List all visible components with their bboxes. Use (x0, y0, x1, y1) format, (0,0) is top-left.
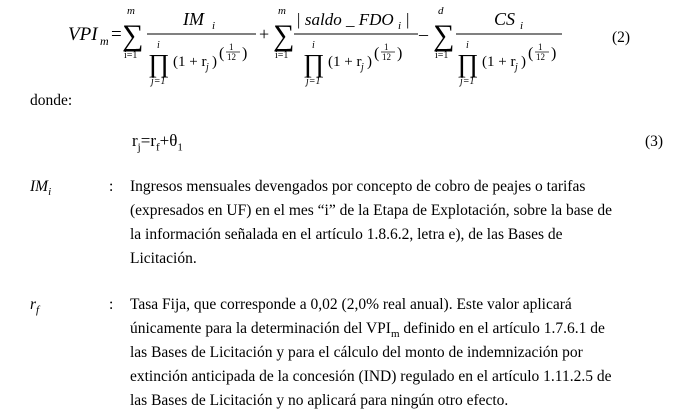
sum-2-top: m (278, 5, 286, 17)
def-imi-line-3: la información señalada en el artículo 1.8.6.2, letra e), de las Bases de (130, 226, 563, 243)
definition-text-rf (130, 293, 672, 413)
den-3-base: (1 + r (482, 54, 516, 70)
def-rf-line-2-part-a: únicamente para la determinación del $VPI_m$ definido en el artículo 1.7.6.1 de (130, 320, 605, 341)
def-imi-line-2: (expresados en UF) en el mes “i” de la Etapa de Explotación, sobre la base de (130, 202, 613, 219)
formula-rj (132, 130, 183, 152)
exp-3-num: 1 (538, 42, 543, 52)
prod-1-top: i (157, 40, 160, 51)
definition-term-rf (30, 293, 39, 317)
rj-subscript: j (137, 141, 141, 154)
prod-1-symbol: ∏ (148, 49, 170, 78)
exp-1-num: 1 (229, 42, 234, 52)
def-imi-line-4: Licitación. (130, 250, 197, 267)
den-1-base: (1 + r (173, 54, 207, 70)
den-2-sub: j (361, 62, 364, 73)
donde-label: donde: (30, 92, 73, 109)
prod-2-top: i (312, 40, 315, 51)
exp-3-open: ( (528, 45, 534, 62)
def-rf-line-3: las Bases de Licitación y para el cálculo del monto de indemnización por (130, 344, 583, 361)
exp-3-den: 12 (536, 52, 545, 62)
prod-3-top: i (466, 40, 469, 51)
den-2-base: (1 + r (328, 54, 362, 70)
sum-1-top: m (127, 5, 135, 17)
def-rf-line-2 (130, 317, 672, 341)
sum-3-symbol: ∑ (433, 19, 455, 52)
exp-2-close: ) (397, 45, 403, 62)
equals-sign: = (111, 24, 122, 45)
term-1-num-sub: i (212, 20, 216, 32)
exp-2-num: 1 (384, 42, 389, 52)
plus-theta: +θ (159, 131, 178, 150)
minus-sign: – (419, 24, 428, 44)
sum-1-bottom: i=1 (124, 50, 138, 61)
exp-1-open: ( (219, 45, 225, 62)
term-im: IM (30, 178, 49, 195)
plus-sign: + (259, 24, 270, 44)
formula-vpi (0, 0, 700, 90)
den-1-sub: j (206, 62, 209, 73)
exp-2-den: 12 (382, 52, 391, 62)
vpi-subscript: m (100, 34, 109, 48)
definition-term-imi (30, 175, 51, 199)
den-3-sub: j (515, 62, 518, 73)
term-r: r (30, 296, 37, 313)
term-2-num-sub: i (398, 20, 402, 32)
sum-3-bottom: i=1 (435, 50, 449, 61)
sum-1-symbol: ∑ (122, 19, 144, 52)
definition-colon-rf: : (109, 296, 114, 313)
den-2-close: ) (367, 54, 372, 70)
term-im-sub: i (48, 186, 52, 199)
vpi-symbol: VPI (68, 24, 98, 45)
exp-1-den: 12 (227, 52, 236, 62)
term-1-numerator: IM (183, 9, 204, 29)
definition-colon-imi: : (109, 178, 114, 195)
def-rf-line-4: extinción anticipada de la concesión (IND) regulado en el artículo 1.11.2.5 de (130, 368, 612, 385)
theta-subscript: 1 (177, 141, 183, 154)
sum-2-symbol: ∑ (273, 19, 295, 52)
prod-1-bottom: j=1 (151, 76, 166, 87)
term-r-sub: f (36, 304, 40, 317)
sum-3-top: d (438, 5, 444, 17)
prod-2-bottom: j=1 (306, 76, 321, 87)
den-1-close: ) (212, 54, 217, 70)
term-3-numerator: CS (494, 9, 516, 29)
exp-2-open: ( (374, 45, 380, 62)
term-2-num-close: | (406, 10, 410, 29)
exp-1-close: ) (242, 45, 248, 62)
equation-2-number: (2) (612, 29, 631, 46)
definition-text-imi (130, 175, 672, 271)
def-imi-line-1: Ingresos mensuales devengados por concepto de cobro de peajes o tarifas (130, 178, 586, 195)
rf-subscript: f (155, 141, 160, 154)
rf-equals: =r (140, 131, 156, 150)
sum-2-bottom: i=1 (275, 50, 289, 61)
vpi-m-subscript: m (390, 328, 400, 341)
term-3-num-sub: i (520, 20, 524, 32)
prod-2-symbol: ∏ (303, 49, 325, 78)
prod-3-symbol: ∏ (457, 49, 479, 78)
rj-symbol: r (132, 131, 138, 150)
def-rf-line-1: Tasa Fija, que corresponde a 0,02 (2,0% real anual). Este valor aplicará (130, 296, 572, 313)
term-2-numerator: | saldo _ FDO (296, 10, 394, 29)
def-rf-line-5: las Bases de Licitación y no aplicará para ningún otro efecto. (130, 392, 509, 409)
prod-3-bottom: j=1 (460, 76, 475, 87)
exp-3-close: ) (551, 45, 557, 62)
den-3-close: ) (521, 54, 526, 70)
equation-3-number: (3) (645, 133, 664, 150)
